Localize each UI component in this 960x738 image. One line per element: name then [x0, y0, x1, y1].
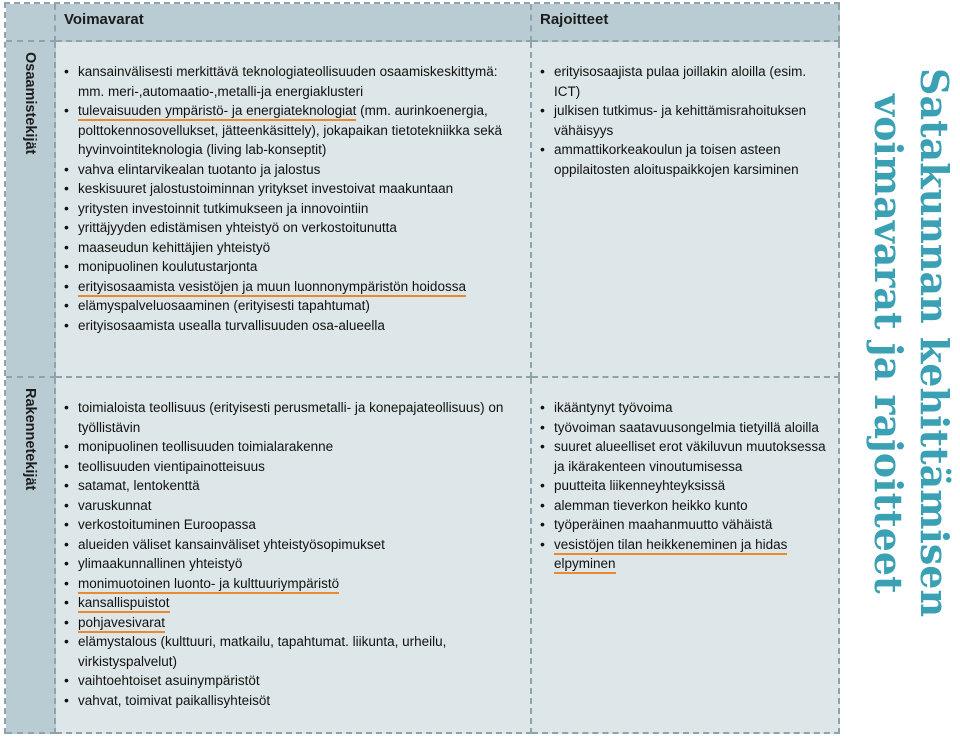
- structure-constraints-list: [540, 398, 832, 574]
- highlight-underline: monimuotoinen luonto- ja kulttuuriympäristö: [78, 576, 339, 594]
- list-item: • maaseudun kehittäjien yhteistyö: [64, 238, 524, 258]
- cell-structure-strengths: [56, 378, 532, 734]
- cell-competence-strengths: [56, 42, 532, 378]
- list-item: • työperäinen maahanmuutto vähäistä: [540, 515, 832, 535]
- list-item: [64, 277, 524, 297]
- list-item: • työvoiman saatavuusongelmia tietyillä aloilla: [540, 418, 832, 438]
- list-item: • alueiden väliset kansainväliset yhteistyösopimukset: [64, 535, 524, 555]
- side-title: [845, 60, 960, 640]
- list-item: • elämystalous (kulttuuri, matkailu, tapahtumat. liikunta, urheilu, virkistyspalvelut): [64, 632, 524, 671]
- list-item: • ammattikorkeakoulun ja toisen asteen oppilaitosten aloituspaikkojen karsiminen: [540, 140, 832, 179]
- highlight-underline: kansallispuistot: [78, 595, 170, 613]
- list-item: • yrittäjyyden edistämisen yhteistyö on verkostoitunutta: [64, 218, 524, 238]
- list-item: • kansainvälisesti merkittävä teknologiateollisuuden osaamiskeskittymä: mm. meri-,automaatio-,metalli-ja energiaklusteri: [64, 62, 524, 101]
- list-item: • elämyspalveluosaaminen (erityisesti tapahtumat): [64, 296, 524, 316]
- competence-strengths-list: [64, 62, 524, 335]
- side-title-line1: Satakunnan kehittämisen: [912, 68, 957, 618]
- list-item: • verkostoituminen Euroopassa: [64, 515, 524, 535]
- list-item: • vahva elintarvikealan tuotanto ja jalostus: [64, 160, 524, 180]
- header-strengths: Voimavarat: [56, 4, 532, 42]
- list-item: [540, 535, 832, 574]
- row-label-structure-text: Rakennetekijät: [22, 388, 38, 491]
- competence-constraints-list: [540, 62, 832, 179]
- row-label-competence: [6, 42, 56, 378]
- list-item: • puutteita liikenneyhteyksissä: [540, 476, 832, 496]
- list-item: • toimialoista teollisuus (erityisesti perusmetalli- ja konepajateollisuus) on työllistävin: [64, 398, 524, 437]
- list-item: • keskisuuret jalostustoiminnan yritykset investoivat maakuntaan: [64, 179, 524, 199]
- list-item: • vaihtoehtoiset asuinympäristöt: [64, 671, 524, 691]
- list-item: • varuskunnat: [64, 496, 524, 516]
- table-corner: [6, 4, 56, 42]
- list-item: • julkisen tutkimus- ja kehittämisrahoituksen vähäisyys: [540, 101, 832, 140]
- list-item: • satamat, lentokenttä: [64, 476, 524, 496]
- cell-structure-constraints: [532, 378, 840, 734]
- highlight-underline: vesistöjen tilan heikkeneminen ja hidas elpyminen: [554, 537, 787, 575]
- list-item: • teollisuuden vientipainotteisuus: [64, 457, 524, 477]
- structure-strengths-list: [64, 398, 524, 710]
- list-item: • monipuolinen koulutustarjonta: [64, 257, 524, 277]
- list-item: • erityisosaajista pulaa joillakin aloilla (esim. ICT): [540, 62, 832, 101]
- list-item: • vahvat, toimivat paikallisyhteisöt: [64, 691, 524, 711]
- cell-competence-constraints: [532, 42, 840, 378]
- list-item: [64, 613, 524, 633]
- list-item: • erityisosaamista usealla turvallisuuden osa-alueella: [64, 316, 524, 336]
- side-title-line2: voimavarat ja rajoitteet: [866, 94, 911, 594]
- list-item: • ylimaakunnallinen yhteistyö: [64, 554, 524, 574]
- header-constraints: Rajoitteet: [532, 4, 840, 42]
- list-item: • alemman tieverkon heikko kunto: [540, 496, 832, 516]
- list-item: • yritysten investoinnit tutkimukseen ja innovointiin: [64, 199, 524, 219]
- list-item: • monipuolinen teollisuuden toimialarakenne: [64, 437, 524, 457]
- list-item: • tulevaisuuden ympäristö- ja energiateknologiat (mm. aurinkoenergia, polttokennosovellukset, jätteenkäsittely), jokapaikan tietotekniikka sekä hyvinvointiteknologia (living lab-konseptit): [64, 101, 524, 160]
- list-item: • suuret alueelliset erot väkiluvun muutoksessa ja ikärakenteen vinoutumisessa: [540, 437, 832, 476]
- row-label-structure: [6, 378, 56, 734]
- list-item: [64, 574, 524, 594]
- list-item: [64, 593, 524, 613]
- swot-table: [4, 2, 840, 734]
- list-item: • ikääntynyt työvoima: [540, 398, 832, 418]
- row-label-competence-text: Osaamistekijät: [22, 52, 38, 155]
- highlight-underline: pohjavesivarat: [78, 615, 165, 633]
- highlight-underline: erityisosaamista vesistöjen ja muun luonnonympäristön hoidossa: [78, 279, 466, 297]
- highlight-underline: tulevaisuuden ympäristö- ja energiateknologiat: [78, 103, 356, 121]
